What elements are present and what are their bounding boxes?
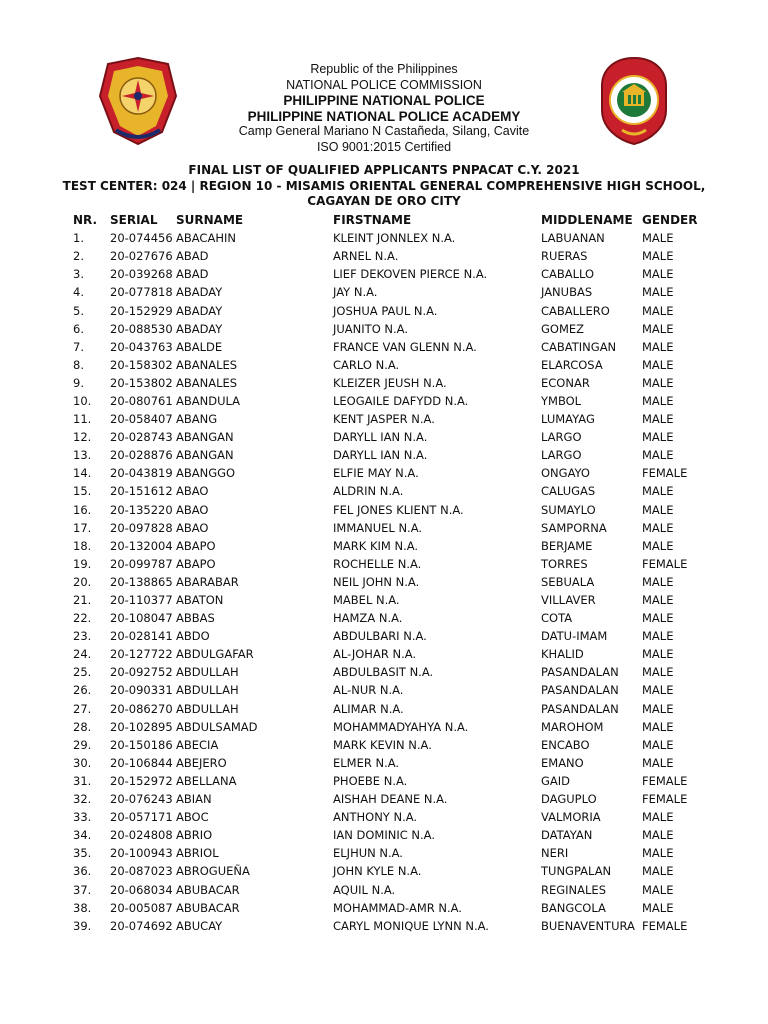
cell-firstname: JUANITO N.A.: [333, 321, 408, 336]
cell-gender: MALE: [642, 647, 674, 662]
cell-gender: MALE: [642, 574, 674, 589]
cell-nr: 2.: [73, 249, 84, 264]
table-row: [73, 482, 702, 500]
cell-firstname: AISHAH DEANE N.A.: [333, 792, 448, 807]
cell-middlename: EMANO: [541, 755, 584, 770]
cell-gender: MALE: [642, 864, 674, 879]
cell-firstname: AL-NUR N.A.: [333, 683, 404, 698]
table-row: [73, 573, 702, 591]
cell-nr: 35.: [73, 846, 92, 861]
cell-firstname: ELMER N.A.: [333, 755, 400, 770]
cell-nr: 28.: [73, 719, 92, 734]
letterhead-line-pnp: PHILIPPINE NATIONAL POLICE: [283, 93, 485, 108]
cell-firstname: JAY N.A.: [333, 285, 378, 300]
cell-middlename: ECONAR: [541, 375, 590, 390]
cell-nr: 37.: [73, 882, 92, 897]
cell-middlename: VILLAVER: [541, 593, 596, 608]
cell-nr: 34.: [73, 828, 92, 843]
cell-nr: 22.: [73, 611, 92, 626]
cell-firstname: CARYL MONIQUE LYNN N.A.: [333, 918, 489, 933]
cell-firstname: MOHAMMAD-AMR N.A.: [333, 900, 462, 915]
cell-middlename: REGINALES: [541, 882, 607, 897]
cell-nr: 25.: [73, 665, 92, 680]
cell-surname: ABDULLAH: [176, 683, 239, 698]
cell-nr: 6.: [73, 321, 84, 336]
table-row: [73, 591, 702, 609]
cell-nr: 38.: [73, 900, 92, 915]
cell-gender: MALE: [642, 303, 674, 318]
cell-gender: FEMALE: [642, 792, 688, 807]
cell-gender: MALE: [642, 339, 674, 354]
table-row: [73, 917, 702, 935]
cell-nr: 30.: [73, 755, 92, 770]
cell-gender: MALE: [642, 430, 674, 445]
cell-nr: 15.: [73, 484, 92, 499]
cell-gender: MALE: [642, 502, 674, 517]
table-row: [73, 374, 702, 392]
cell-nr: 10.: [73, 393, 92, 408]
column-header-serial: SERIAL: [110, 213, 158, 228]
cell-nr: 17.: [73, 520, 92, 535]
cell-surname: ABANG: [176, 412, 218, 427]
cell-middlename: SEBUALA: [541, 574, 595, 589]
cell-surname: ABDULLAH: [176, 665, 239, 680]
cell-gender: MALE: [642, 393, 674, 408]
cell-serial: 20-087023: [110, 864, 173, 879]
cell-middlename: GOMEZ: [541, 321, 585, 336]
title-line-3: CAGAYAN DE ORO CITY: [307, 194, 461, 208]
cell-serial: 20-080761: [110, 393, 173, 408]
table-row: [73, 718, 702, 736]
cell-middlename: PASANDALAN: [541, 665, 619, 680]
cell-firstname: ARNEL N.A.: [333, 249, 399, 264]
table-row: [73, 645, 702, 663]
cell-gender: MALE: [642, 665, 674, 680]
cell-gender: MALE: [642, 231, 674, 246]
cell-surname: ABANDULA: [176, 393, 241, 408]
cell-gender: MALE: [642, 611, 674, 626]
table-row: [73, 501, 702, 519]
cell-nr: 12.: [73, 430, 92, 445]
cell-middlename: CABATINGAN: [541, 339, 617, 354]
cell-serial: 20-090331: [110, 683, 173, 698]
cell-nr: 36.: [73, 864, 92, 879]
cell-middlename: PASANDALAN: [541, 683, 619, 698]
cell-surname: ABADAY: [176, 321, 223, 336]
table-row: [73, 844, 702, 862]
cell-middlename: DAGUPLO: [541, 792, 597, 807]
cell-nr: 20.: [73, 574, 92, 589]
cell-surname: ABAO: [176, 520, 209, 535]
cell-serial: 20-088530: [110, 321, 173, 336]
cell-firstname: ALDRIN N.A.: [333, 484, 404, 499]
cell-serial: 20-077818: [110, 285, 173, 300]
table-row: [73, 899, 702, 917]
cell-middlename: LARGO: [541, 430, 582, 445]
cell-surname: ABDULLAH: [176, 701, 239, 716]
table-row: [73, 681, 702, 699]
table-row: [73, 663, 702, 681]
cell-middlename: SAMPORNA: [541, 520, 607, 535]
cell-gender: FEMALE: [642, 466, 688, 481]
table-row: [73, 790, 702, 808]
table-row: [73, 862, 702, 880]
cell-middlename: LARGO: [541, 448, 582, 463]
cell-serial: 20-110377: [110, 593, 173, 608]
column-header-middlename: MIDDLENAME: [541, 213, 633, 228]
table-row: [73, 736, 702, 754]
cell-firstname: DARYLL IAN N.A.: [333, 430, 428, 445]
cell-nr: 31.: [73, 773, 92, 788]
cell-gender: MALE: [642, 737, 674, 752]
cell-gender: MALE: [642, 357, 674, 372]
cell-firstname: CARLO N.A.: [333, 357, 400, 372]
table-row: [73, 392, 702, 410]
cell-surname: ABACAHIN: [176, 231, 236, 246]
cell-nr: 16.: [73, 502, 92, 517]
table-row: [73, 537, 702, 555]
table-row: [73, 247, 702, 265]
cell-middlename: YMBOL: [541, 393, 582, 408]
cell-surname: ABEJERO: [176, 755, 227, 770]
cell-middlename: CALUGAS: [541, 484, 596, 499]
table-row: [73, 464, 702, 482]
cell-middlename: CABALLO: [541, 267, 595, 282]
table-header-row: [73, 211, 702, 229]
cell-serial: 20-027676: [110, 249, 173, 264]
cell-serial: 20-039268: [110, 267, 173, 282]
cell-serial: 20-100943: [110, 846, 173, 861]
cell-serial: 20-132004: [110, 538, 173, 553]
cell-gender: FEMALE: [642, 556, 688, 571]
cell-serial: 20-152972: [110, 773, 173, 788]
cell-serial: 20-127722: [110, 647, 173, 662]
cell-firstname: KLEIZER JEUSH N.A.: [333, 375, 447, 390]
document-title: [60, 163, 708, 210]
cell-nr: 18.: [73, 538, 92, 553]
cell-surname: ABRIO: [176, 828, 213, 843]
table-row: [73, 609, 702, 627]
cell-serial: 20-099787: [110, 556, 173, 571]
table-row: [73, 808, 702, 826]
cell-gender: FEMALE: [642, 918, 688, 933]
table-row: [73, 356, 702, 374]
cell-firstname: JOSHUA PAUL N.A.: [333, 303, 438, 318]
cell-gender: MALE: [642, 900, 674, 915]
cell-firstname: AQUIL N.A.: [333, 882, 396, 897]
cell-surname: ABARABAR: [176, 574, 239, 589]
cell-serial: 20-150186: [110, 737, 173, 752]
cell-surname: ABALDE: [176, 339, 223, 354]
cell-firstname: DARYLL IAN N.A.: [333, 448, 428, 463]
table-row: [73, 754, 702, 772]
cell-serial: 20-097828: [110, 520, 173, 535]
cell-firstname: ELJHUN N.A.: [333, 846, 403, 861]
cell-middlename: BERJAME: [541, 538, 593, 553]
cell-surname: ABAD: [176, 249, 209, 264]
table-row: [73, 320, 702, 338]
cell-middlename: TORRES: [541, 556, 588, 571]
cell-serial: 20-152929: [110, 303, 173, 318]
cell-firstname: MABEL N.A.: [333, 593, 400, 608]
cell-surname: ABROGUEÑA: [176, 864, 250, 879]
cell-surname: ABELLANA: [176, 773, 237, 788]
cell-middlename: BANGCOLA: [541, 900, 606, 915]
table-row: [73, 265, 702, 283]
cell-middlename: BUENAVENTURA: [541, 918, 635, 933]
table-row: [73, 700, 702, 718]
cell-gender: MALE: [642, 267, 674, 282]
cell-gender: MALE: [642, 683, 674, 698]
table-row: [73, 627, 702, 645]
cell-nr: 4.: [73, 285, 84, 300]
cell-gender: MALE: [642, 249, 674, 264]
cell-serial: 20-135220: [110, 502, 173, 517]
title-line-2: TEST CENTER: 024 | REGION 10 - MISAMIS ORIENTAL GENERAL COMPREHENSIVE HIGH SCHOOL,: [62, 178, 706, 193]
letterhead-line-iso: ISO 9001:2015 Certified: [316, 139, 452, 154]
cell-surname: ABECIA: [176, 737, 219, 752]
cell-nr: 9.: [73, 375, 84, 390]
table-row: [73, 446, 702, 464]
cell-surname: ABIAN: [176, 792, 212, 807]
cell-serial: 20-076243: [110, 792, 173, 807]
cell-middlename: VALMORIA: [541, 810, 601, 825]
cell-gender: MALE: [642, 755, 674, 770]
cell-nr: 23.: [73, 629, 92, 644]
cell-firstname: KENT JASPER N.A.: [333, 412, 435, 427]
letterhead-line-address: Camp General Mariano N Castañeda, Silang, Cavite: [238, 124, 530, 138]
cell-gender: MALE: [642, 520, 674, 535]
cell-middlename: SUMAYLO: [541, 502, 596, 517]
letterhead-line-republic: Republic of the Philippines: [310, 62, 458, 76]
cell-firstname: MARK KIM N.A.: [333, 538, 419, 553]
cell-nr: 8.: [73, 357, 84, 372]
column-header-gender: GENDER: [642, 213, 698, 228]
cell-serial: 20-074456: [110, 231, 173, 246]
cell-firstname: IMMANUEL N.A.: [333, 520, 423, 535]
cell-surname: ABAO: [176, 502, 209, 517]
cell-firstname: LIEF DEKOVEN PIERCE N.A.: [333, 267, 488, 282]
cell-firstname: MARK KEVIN N.A.: [333, 737, 432, 752]
cell-gender: MALE: [642, 375, 674, 390]
cell-firstname: ELFIE MAY N.A.: [333, 466, 419, 481]
table-row: [73, 826, 702, 844]
cell-nr: 14.: [73, 466, 92, 481]
cell-firstname: ABDULBASIT N.A.: [333, 665, 434, 680]
cell-firstname: PHOEBE N.A.: [333, 773, 408, 788]
cell-serial: 20-158302: [110, 357, 173, 372]
cell-middlename: LUMAYAG: [541, 412, 595, 427]
title-line-1: FINAL LIST OF QUALIFIED APPLICANTS PNPACAT C.Y. 2021: [188, 163, 580, 177]
cell-serial: 20-005087: [110, 900, 173, 915]
cell-nr: 13.: [73, 448, 92, 463]
cell-surname: ABUBACAR: [176, 882, 240, 897]
cell-gender: MALE: [642, 882, 674, 897]
cell-surname: ABATON: [176, 593, 224, 608]
cell-gender: MALE: [642, 321, 674, 336]
cell-surname: ABOC: [176, 810, 209, 825]
cell-surname: ABANALES: [176, 375, 238, 390]
table-row: [73, 519, 702, 537]
cell-serial: 20-068034: [110, 882, 173, 897]
table-body: [73, 229, 702, 935]
cell-firstname: ALIMAR N.A.: [333, 701, 404, 716]
cell-middlename: DATU-IMAM: [541, 629, 608, 644]
cell-firstname: FEL JONES KLIENT N.A.: [333, 502, 464, 517]
cell-nr: 27.: [73, 701, 92, 716]
cell-serial: 20-043763: [110, 339, 173, 354]
cell-nr: 3.: [73, 267, 84, 282]
cell-firstname: KLEINT JONNLEX N.A.: [333, 231, 456, 246]
table-row: [73, 301, 702, 319]
table-row: [73, 428, 702, 446]
cell-nr: 1.: [73, 231, 84, 246]
cell-serial: 20-074692: [110, 918, 173, 933]
cell-surname: ABANALES: [176, 357, 238, 372]
cell-serial: 20-086270: [110, 701, 173, 716]
cell-surname: ABAPO: [176, 556, 216, 571]
applicants-table: [73, 211, 702, 935]
cell-firstname: LEOGAILE DAFYDD N.A.: [333, 393, 469, 408]
cell-surname: ABBAS: [176, 611, 215, 626]
cell-serial: 20-153802: [110, 375, 173, 390]
cell-nr: 5.: [73, 303, 84, 318]
cell-middlename: PASANDALAN: [541, 701, 619, 716]
cell-firstname: ROCHELLE N.A.: [333, 556, 422, 571]
cell-middlename: NERI: [541, 846, 569, 861]
cell-middlename: ENCABO: [541, 737, 590, 752]
cell-gender: MALE: [642, 412, 674, 427]
cell-middlename: MAROHOM: [541, 719, 604, 734]
table-row: [73, 880, 702, 898]
cell-nr: 24.: [73, 647, 92, 662]
cell-serial: 20-151612: [110, 484, 173, 499]
cell-firstname: MOHAMMADYAHYA N.A.: [333, 719, 469, 734]
cell-serial: 20-106844: [110, 755, 173, 770]
column-header-surname: SURNAME: [176, 213, 244, 228]
cell-middlename: ELARCOSA: [541, 357, 603, 372]
cell-serial: 20-092752: [110, 665, 173, 680]
table-row: [73, 410, 702, 428]
cell-middlename: RUERAS: [541, 249, 588, 264]
cell-firstname: IAN DOMINIC N.A.: [333, 828, 435, 843]
pnpa-seal-logo: [592, 56, 676, 146]
cell-gender: FEMALE: [642, 773, 688, 788]
cell-gender: MALE: [642, 719, 674, 734]
cell-surname: ABRIOL: [176, 846, 219, 861]
cell-firstname: ABDULBARI N.A.: [333, 629, 427, 644]
cell-gender: MALE: [642, 285, 674, 300]
cell-nr: 19.: [73, 556, 92, 571]
cell-nr: 29.: [73, 737, 92, 752]
cell-middlename: CABALLERO: [541, 303, 610, 318]
cell-nr: 39.: [73, 918, 92, 933]
cell-serial: 20-024808: [110, 828, 173, 843]
cell-surname: ABDULGAFAR: [176, 647, 254, 662]
cell-surname: ABUCAY: [176, 918, 223, 933]
cell-firstname: JOHN KYLE N.A.: [333, 864, 422, 879]
cell-nr: 7.: [73, 339, 84, 354]
cell-surname: ABDULSAMAD: [176, 719, 258, 734]
table-row: [73, 229, 702, 247]
cell-nr: 21.: [73, 593, 92, 608]
cell-surname: ABAPO: [176, 538, 216, 553]
column-header-firstname: FIRSTNAME: [333, 213, 412, 228]
cell-surname: ABDO: [176, 629, 210, 644]
cell-serial: 20-102895: [110, 719, 173, 734]
cell-surname: ABADAY: [176, 285, 223, 300]
cell-middlename: COTA: [541, 611, 573, 626]
table-row: [73, 283, 702, 301]
cell-firstname: NEIL JOHN N.A.: [333, 574, 420, 589]
cell-firstname: ANTHONY N.A.: [333, 810, 418, 825]
letterhead-line-napolcom: NATIONAL POLICE COMMISSION: [286, 77, 482, 92]
letterhead: [180, 62, 588, 155]
cell-firstname: FRANCE VAN GLENN N.A.: [333, 339, 477, 354]
cell-gender: MALE: [642, 846, 674, 861]
cell-surname: ABADAY: [176, 303, 223, 318]
cell-nr: 11.: [73, 412, 92, 427]
pnp-seal-logo: [96, 56, 180, 146]
cell-firstname: AL-JOHAR N.A.: [333, 647, 417, 662]
cell-gender: MALE: [642, 810, 674, 825]
cell-nr: 33.: [73, 810, 92, 825]
cell-surname: ABAO: [176, 484, 209, 499]
cell-surname: ABANGGO: [176, 466, 236, 481]
cell-serial: 20-057171: [110, 810, 173, 825]
cell-gender: MALE: [642, 538, 674, 553]
cell-middlename: KHALID: [541, 647, 584, 662]
cell-serial: 20-043819: [110, 466, 173, 481]
cell-surname: ABUBACAR: [176, 900, 240, 915]
cell-nr: 32.: [73, 792, 92, 807]
table-row: [73, 555, 702, 573]
cell-gender: MALE: [642, 828, 674, 843]
cell-serial: 20-058407: [110, 412, 173, 427]
table-row: [73, 772, 702, 790]
cell-middlename: GAID: [541, 773, 571, 788]
cell-nr: 26.: [73, 683, 92, 698]
cell-serial: 20-108047: [110, 611, 173, 626]
cell-surname: ABANGAN: [176, 430, 234, 445]
cell-gender: MALE: [642, 629, 674, 644]
cell-surname: ABANGAN: [176, 448, 234, 463]
cell-middlename: ONGAYO: [541, 466, 590, 481]
cell-gender: MALE: [642, 484, 674, 499]
cell-middlename: DATAYAN: [541, 828, 593, 843]
cell-middlename: TUNGPALAN: [541, 864, 612, 879]
cell-middlename: JANUBAS: [541, 285, 593, 300]
cell-serial: 20-028743: [110, 430, 173, 445]
letterhead-line-pnpa: PHILIPPINE NATIONAL POLICE ACADEMY: [247, 108, 521, 124]
column-header-nr: NR.: [73, 213, 98, 228]
cell-firstname: HAMZA N.A.: [333, 611, 403, 626]
cell-surname: ABAD: [176, 267, 209, 282]
cell-gender: MALE: [642, 701, 674, 716]
cell-serial: 20-138865: [110, 574, 173, 589]
cell-serial: 20-028141: [110, 629, 173, 644]
cell-middlename: LABUANAN: [541, 231, 605, 246]
cell-gender: MALE: [642, 448, 674, 463]
table-row: [73, 338, 702, 356]
cell-gender: MALE: [642, 593, 674, 608]
cell-serial: 20-028876: [110, 448, 173, 463]
